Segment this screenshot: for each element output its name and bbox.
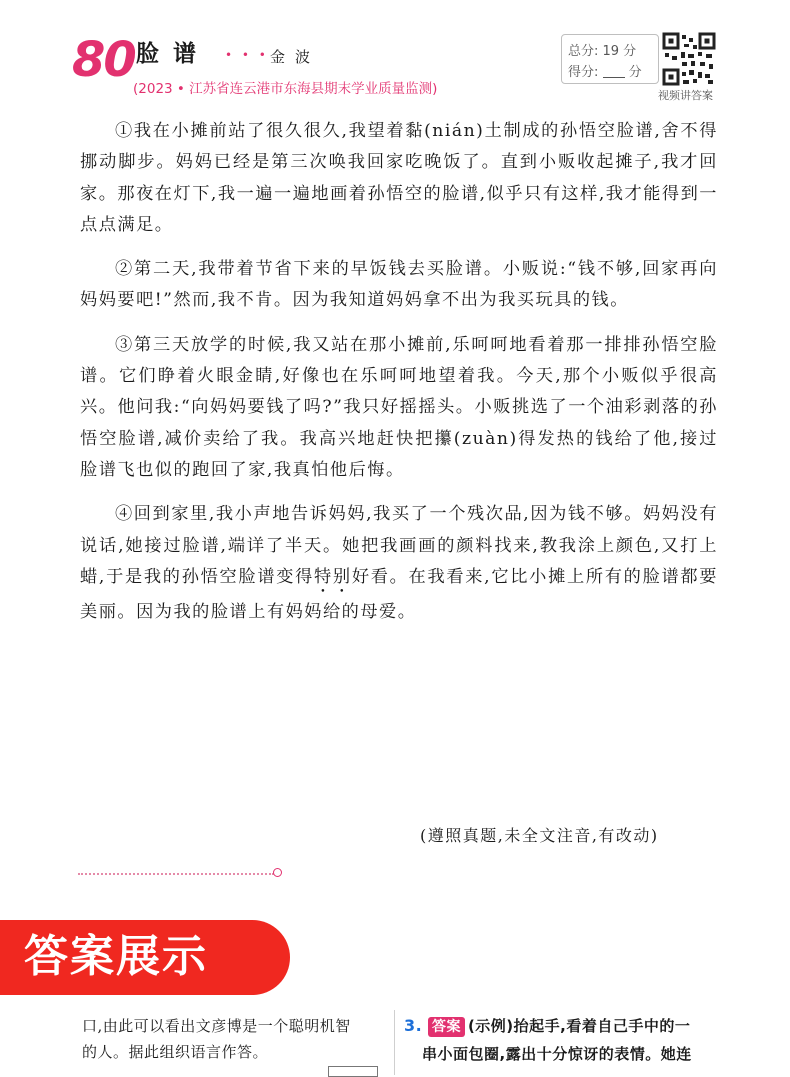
author-name: 金波 xyxy=(270,48,321,66)
score-total: 总分: 19 分 xyxy=(568,44,637,59)
score-got xyxy=(568,61,642,80)
answer-tag: 答案 xyxy=(428,1017,465,1037)
answer-left-line-1: 口,由此可以看出文彦博是一个聪明机智 xyxy=(82,1017,351,1035)
paragraph-1: ①我在小摊前站了很久很久,我望着黏(nián)土制成的孙悟空脸谱,舍不得挪动脚步。妈妈已经是第三次唤我回家吃晚饭了。直到小贩收起摊子,我才回家。那夜在灯下,我一遍一遍地画着孙悟空的脸谱,似乎只有这样,我才能得到一点点满足。 xyxy=(80,121,718,235)
score-got-unit: 分 xyxy=(628,65,642,80)
paragraph-4-end: 好看。在我看来,它比小摊上所有的脸谱都要美丽。因为我的脸谱上有妈妈给的母爱。 xyxy=(80,566,718,622)
answer-banner xyxy=(0,920,290,995)
citation-note: (遵照真题,未全文注音,有改动) xyxy=(420,826,659,845)
qr-caption: 视频讲答案 xyxy=(658,89,713,102)
paragraph-2: ②第二天,我带着节省下来的早饭钱去买脸谱。小贩说:“钱不够,回家再向妈妈要吧!”然而,我不肯。因为我知道妈妈拿不出为我买玩具的钱。 xyxy=(80,259,718,311)
answer-left-line-2: 的人。据此组织语言作答。 xyxy=(82,1043,269,1061)
article-title: 脸谱 xyxy=(136,40,210,67)
paragraph-3: ③第三天放学的时候,我又站在那小摊前,乐呵呵地看着那一排排孙悟空脸谱。它们睁着火眼金睛,好像也在乐呵呵地望着我。今天,那个小贩似乎很高兴。他问我:“向妈妈要钱了吗?”我只好摇摇头。小贩挑选了一个油彩剥落的孙悟空脸谱,减价卖给了我。我高兴地赶快把攥(zuàn)得发热的钱给了他,接过脸谱飞也似的跑回了家,我真怕他后悔。 xyxy=(80,334,718,480)
paragraph-4-start: ④回到家里,我小声地告诉妈妈,我买了一个残次品,因为钱不够。妈妈没有说话,她接过脸谱,端详了半天。她把我画画的颜料找来,教我涂上颜色,又打上蜡,于是我的孙悟空脸谱变得 xyxy=(80,504,718,587)
column-divider xyxy=(394,1010,395,1075)
answer-banner-title: 答案展示 xyxy=(24,931,208,982)
score-box xyxy=(561,34,659,84)
answer-3-line-2: 串小面包圈,露出十分惊讶的表情。她连 xyxy=(422,1045,692,1063)
lesson-number: 80 xyxy=(72,32,135,88)
emphasized-word: 特别 xyxy=(314,566,352,587)
qr-code-icon[interactable] xyxy=(662,32,716,86)
answer-3-text-1: (示例)抬起手,看着自己手中的一 xyxy=(467,1017,691,1035)
exam-source: (2023 • 江苏省连云港市东海县期末学业质量监测) xyxy=(133,81,438,97)
dotted-divider xyxy=(78,873,274,875)
score-got-label: 得分: xyxy=(568,65,599,80)
page-header xyxy=(0,0,790,110)
mini-qr-icon xyxy=(328,1066,378,1077)
answer-right-column xyxy=(404,1012,724,1068)
article-body xyxy=(80,116,718,641)
answer-3-line-1 xyxy=(404,1012,724,1040)
divider-circle-icon xyxy=(273,868,282,877)
title-dots: • • • xyxy=(225,48,269,62)
score-blank xyxy=(603,64,625,78)
question-number: 3. xyxy=(404,1016,423,1035)
paragraph-4 xyxy=(80,499,718,628)
answer-left-column xyxy=(82,1013,382,1065)
